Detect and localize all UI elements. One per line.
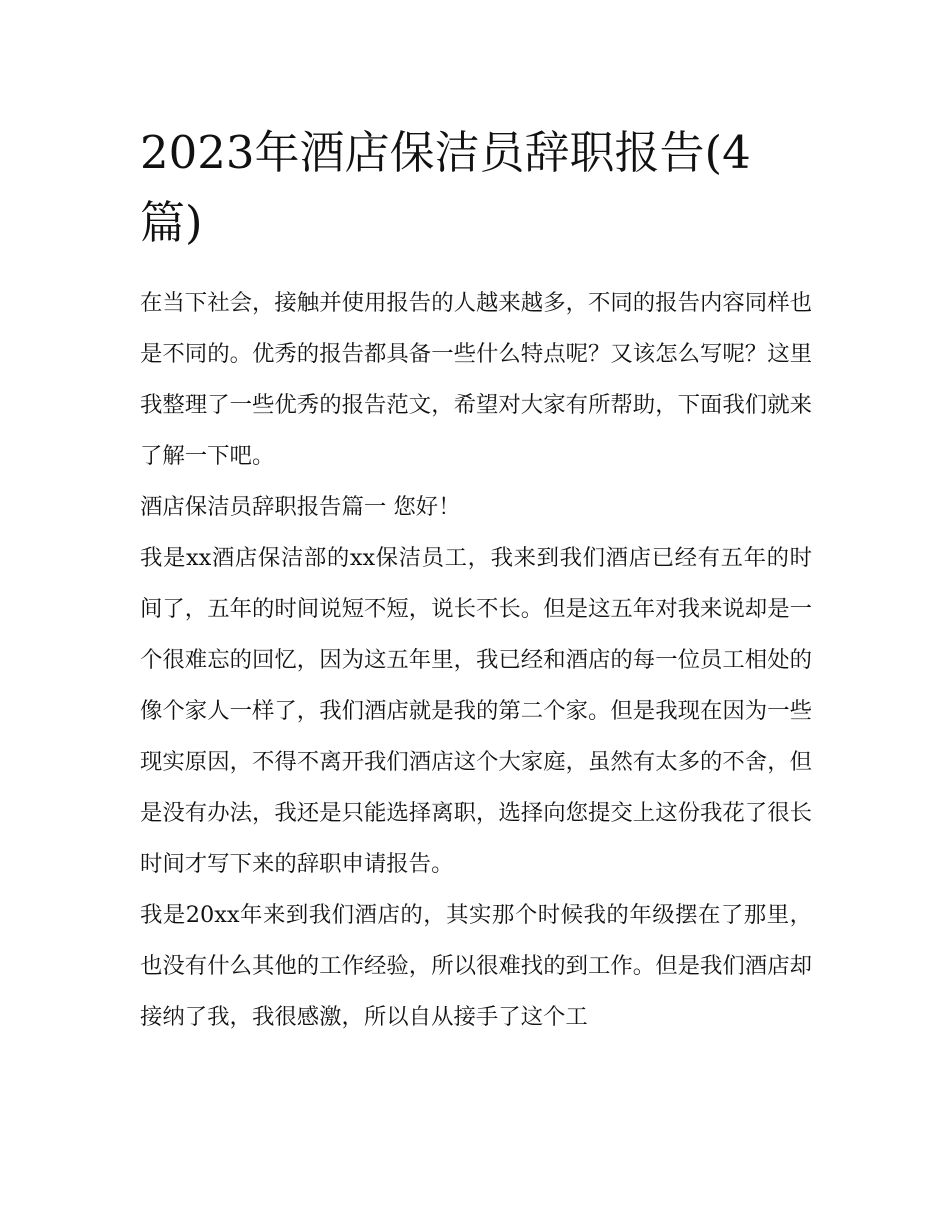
paragraph-intro: 在当下社会，接触并使用报告的人越来越多，不同的报告内容同样也是不同的。优秀的报告都具备一些什么特点呢？又该怎么写呢？这里我整理了一些优秀的报告范文，希望对大家有所帮助，下面我们就来了解一下吧。	[140, 290, 812, 469]
paragraph-body-1: 我是xx酒店保洁部的xx保洁员工，我来到我们酒店已经有五年的时间了，五年的时间说短不短，说长不长。但是这五年对我来说却是一个很难忘的回忆，因为这五年里，我已经和酒店的每一位员工相处的像个家人一样了，我们酒店就是我的第二个家。但是我现在因为一些现实原因，不得不离开我们酒店这个大家庭，虽然有太多的不舍，但是没有办法，我还是只能选择离职，选择向您提交上这份我花了很长时间才写下来的辞职申请报告。	[140, 545, 812, 877]
document-title: 2023年酒店保洁员辞职报告(4篇)	[140, 126, 751, 249]
document-body	[140, 118, 812, 1043]
paragraph-body-2: 我是20xx年来到我们酒店的，其实那个时候我的年级摆在了那里，也没有什么其他的工作经验，所以很难找的到工作。但是我们酒店却接纳了我，我很感激，所以自从接手了这个工	[140, 902, 812, 1030]
paragraph-section-heading: 酒店保洁员辞职报告篇一 您好！	[140, 494, 461, 520]
